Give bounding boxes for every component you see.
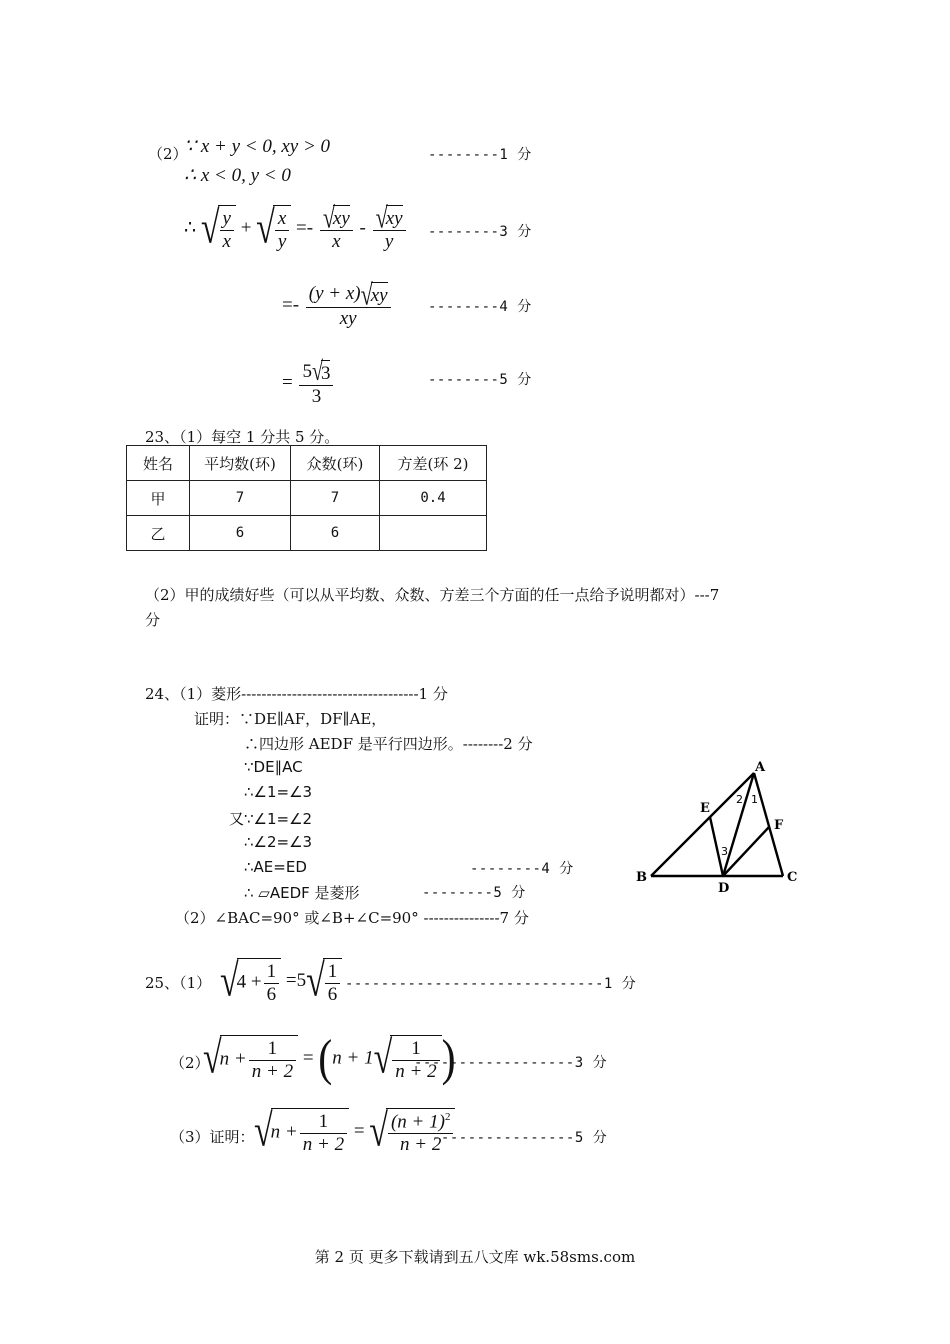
q25-p2-expr: √n + $\frac{1}{n + 2}$ = (n + 1√ $\frac{1}{n + 2}$ ) [203,1031,456,1087]
q24-l9: （2）∠BAC=90° 或∠B+∠C=90° ---------------7 分 [175,909,529,927]
table-header: 姓名 [127,446,190,481]
label-c: C [787,870,798,885]
table-header: 众数(环) [291,446,380,481]
label-a: A [755,760,766,775]
angle-label-1: 1 [751,793,758,806]
q24-l7-score: --------4 分 [470,861,574,877]
page-footer: 第 2 页 更多下载请到五八文库 wk.58sms.com [314,1248,636,1266]
table-cell [380,516,487,551]
q23-table [126,445,487,551]
q22-step3: = $\frac{5√3}{3}$ [282,360,335,408]
q25-p3-score: ----------------5 分 [432,1130,608,1146]
table-cell: 乙 [127,516,190,551]
q24-l6: ∴∠2=∠3 [244,833,313,851]
table-cell: 7 [291,481,380,516]
q22-step2-score: --------4 分 [428,299,532,315]
q22-step2: =- $\frac{(y + x)√xy}{xy}$ [282,282,393,330]
q23-heading: 23、（1）每空 1 分共 5 分。 [145,428,340,446]
table-header: 平均数(环) [190,446,291,481]
q24-l4: ∴∠1=∠3 [244,783,313,801]
table-cell: 6 [190,516,291,551]
angle-label-3: 3 [721,845,728,858]
q24-l8: ∴ ▱AEDF 是菱形 [244,884,360,902]
q23-part2-line1: （2）甲的成绩好些（可以从平均数、众数、方差三个方面的任一点给予说明都对）---7 [145,586,720,604]
q24-proof-label: 证明：∵DE∥AF，DF∥AE， [194,710,387,728]
table-cell: 甲 [127,481,190,516]
table-header-row [127,446,487,481]
q24-l2: ∴四边形 AEDF 是平行四边形。--------2 分 [244,735,533,753]
table-row [127,516,487,551]
label-f: F [774,818,784,833]
q25-p1-expr: √4 + $\frac{1}{6}$ =5√ $\frac{1}{6}$ [220,958,342,1006]
q25-p3-label: （3）证明： [170,1128,255,1146]
table-cell: 0.4 [380,481,487,516]
q23-part2-line2: 分 [145,611,161,629]
q25-p2-label: （2） [170,1054,210,1072]
q22-step1-score: --------3 分 [428,224,532,240]
q22-conclusion: ∴ x < 0, y < 0 [184,165,291,186]
q24-l7: ∴AE=ED [244,858,307,876]
q24-line1: 24、（1）菱形-----------------------------------1 分 [145,685,448,703]
q22-part-label: （2） [148,145,188,163]
q25-p1-score: -----------------------------1 分 [345,976,637,992]
label-e: E [700,801,710,816]
label-d: D [718,881,730,895]
q22-step1: ∴ √ $\frac{y}{x}$ + √ $\frac{x}{y}$ =- $\frac{√xy}{x}$ - $\frac{√xy}{y}$ [184,205,408,253]
q22-given: ∵ x + y < 0, xy > 0 [184,136,331,157]
table-cell: 7 [190,481,291,516]
label-b: B [636,870,647,885]
q24-triangle-figure [630,755,810,895]
q22-step3-score: --------5 分 [428,372,532,388]
q25-p1-label: 25、（1） [145,974,212,992]
table-row [127,481,487,516]
q24-l5: 又∵∠1=∠2 [229,810,313,828]
table-cell: 6 [291,516,380,551]
q22-given-score: --------1 分 [428,147,532,163]
table-header: 方差(环 2) [380,446,487,481]
q25-p2-score: ------------------3 分 [414,1055,608,1071]
q24-l8-score: --------5 分 [422,885,526,901]
q25-p3-expr: √n + $\frac{1}{n + 2}$ = √ $\frac{(n + 1)^2}{n + 2}$ [254,1108,455,1156]
angle-label-2: 2 [736,793,743,806]
q24-l3: ∵DE∥AC [244,758,303,776]
